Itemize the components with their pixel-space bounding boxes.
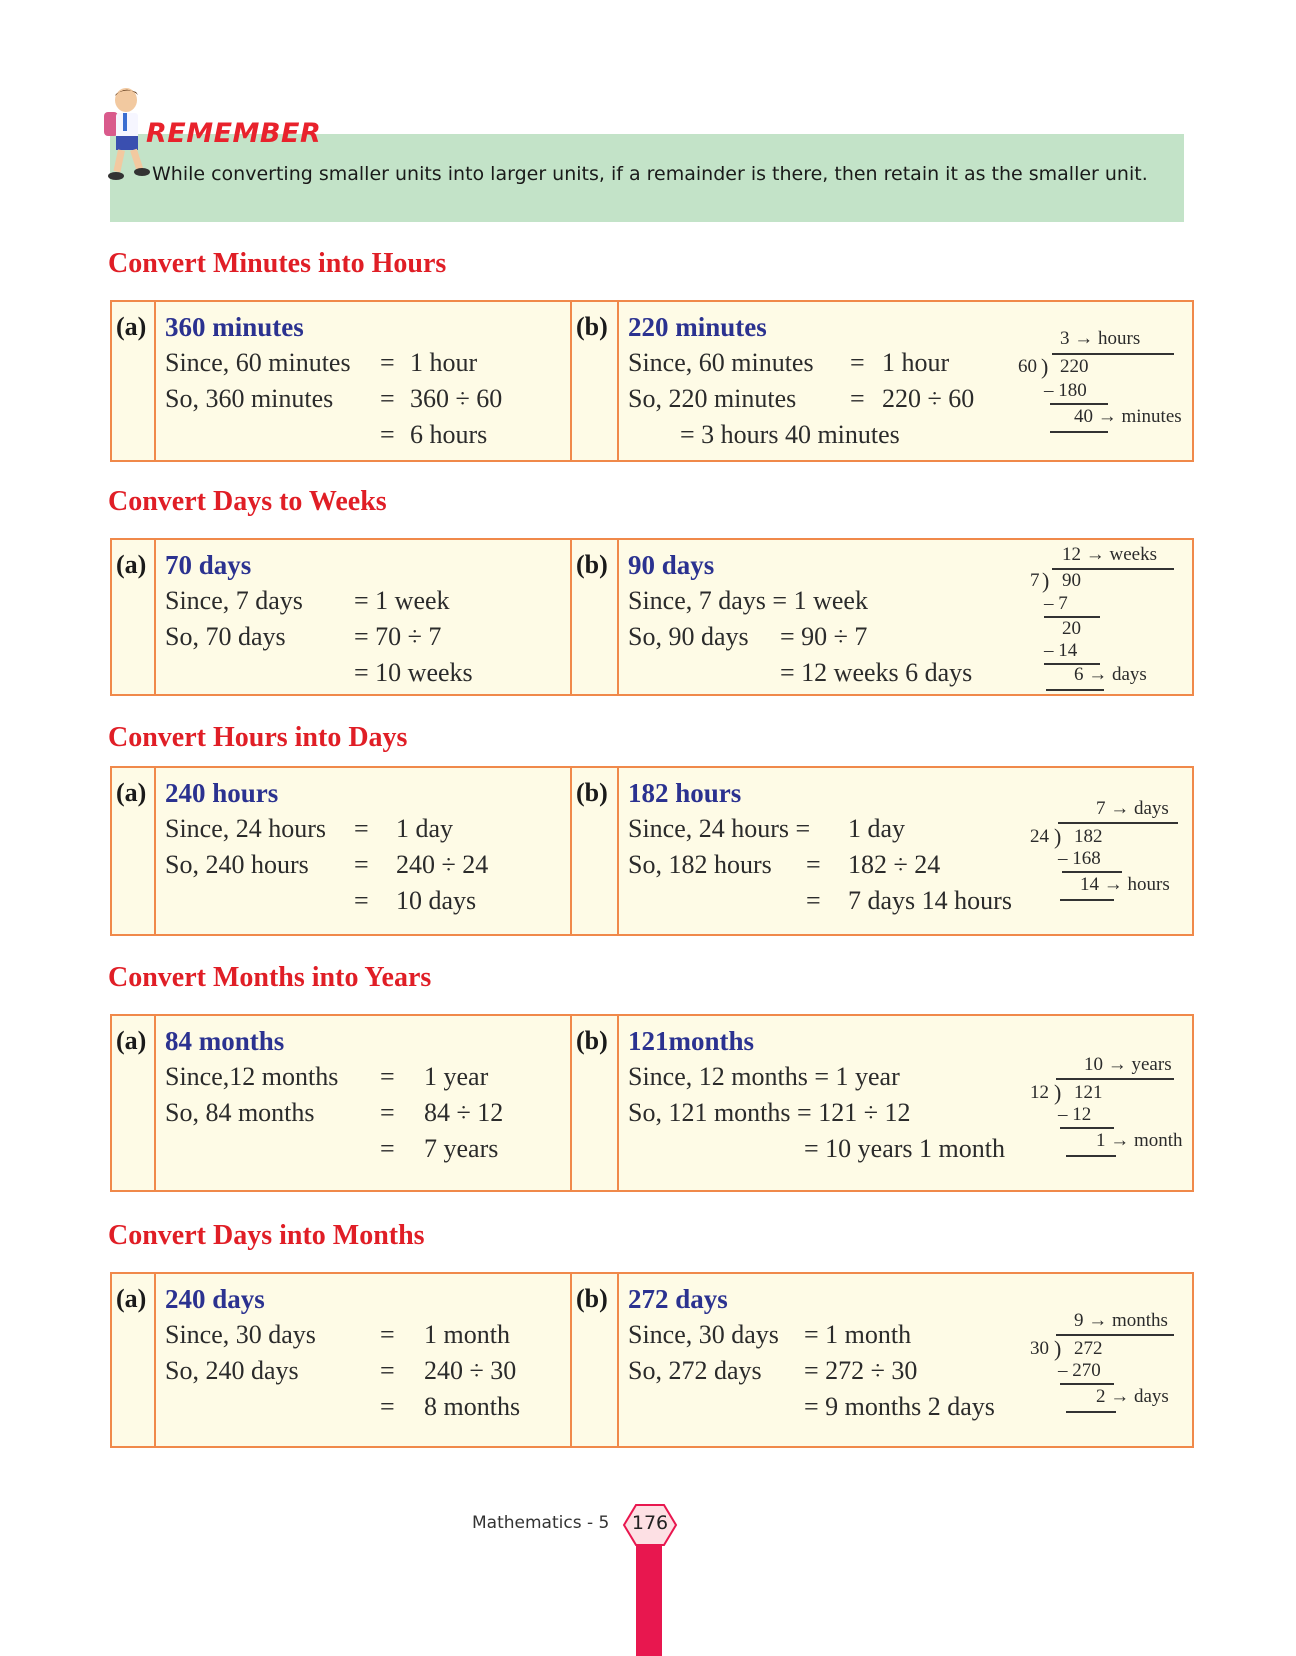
line-text: = 10 years 1 month — [804, 1134, 1005, 1163]
line-text: 182 ÷ 24 — [848, 850, 941, 879]
remainder: 6 → days — [1074, 664, 1147, 685]
equals-sign: = — [850, 348, 865, 377]
section-title: Convert Hours into Days — [108, 722, 408, 753]
example-heading: 70 days — [165, 550, 252, 580]
line-text: So, 90 days — [628, 622, 749, 651]
equals-sign: = — [354, 850, 369, 879]
line-text: = 272 ÷ 30 — [804, 1356, 918, 1385]
line-text: 7 years — [424, 1134, 499, 1163]
example-heading: 240 days — [165, 1284, 265, 1314]
line-text: Since, 7 days = 1 week — [628, 586, 868, 615]
subtrahend: – 14 — [1044, 640, 1078, 661]
line-text: 240 ÷ 30 — [424, 1356, 517, 1385]
example-heading: 240 hours — [165, 778, 279, 808]
equals-sign: = — [380, 1134, 395, 1163]
example-box — [110, 538, 1194, 696]
divider — [617, 302, 619, 460]
equals-sign: = — [806, 886, 821, 915]
divider — [154, 302, 156, 460]
example-box — [110, 766, 1194, 936]
dividend: 182 — [1074, 826, 1103, 847]
line-text: = 3 hours 40 minutes — [680, 420, 900, 449]
part-label: (a) — [116, 1026, 147, 1055]
example-heading: 220 minutes — [628, 312, 767, 342]
line-text: 1 day — [848, 814, 906, 843]
equals-sign: = — [806, 850, 821, 879]
divider — [617, 768, 619, 934]
line-text: So, 220 minutes — [628, 384, 797, 413]
divider — [617, 1016, 619, 1190]
subtrahend: – 270 — [1058, 1360, 1101, 1381]
line-text: = 90 ÷ 7 — [780, 622, 868, 651]
line-text: Since, 60 minutes — [165, 348, 351, 377]
line-text: So, 272 days — [628, 1356, 762, 1385]
divider — [154, 1274, 156, 1446]
division-bracket-icon: ) — [1041, 354, 1049, 379]
division-bracket-icon: ) — [1054, 824, 1062, 849]
line-text: = 12 weeks 6 days — [780, 658, 973, 687]
line-text: So, 84 months — [165, 1098, 315, 1127]
quotient: 9 → months — [1074, 1310, 1168, 1331]
equals-sign: = — [380, 1356, 395, 1385]
footer-subject: Mathematics - 5 — [472, 1513, 610, 1533]
line-text: Since, 30 days — [165, 1320, 316, 1349]
line-text: So, 70 days — [165, 622, 286, 651]
line-text: Since, 30 days — [628, 1320, 779, 1349]
equals-sign: = — [380, 420, 395, 449]
line-text: So, 121 months = 121 ÷ 12 — [628, 1098, 911, 1127]
equals-sign: = — [380, 384, 395, 413]
partial-remainder: 20 — [1062, 618, 1081, 639]
divider — [154, 768, 156, 934]
line-text: = 1 month — [804, 1320, 912, 1349]
divider — [570, 768, 572, 934]
divider — [617, 1274, 619, 1446]
line-text: Since, 24 hours — [165, 814, 327, 843]
divisor: 60 — [1018, 356, 1037, 377]
line-text: = 1 week — [354, 586, 450, 615]
line-text: 1 year — [424, 1062, 489, 1091]
remember-title: REMEMBER — [146, 118, 322, 149]
division-bracket-icon: ) — [1054, 1080, 1062, 1105]
page-ribbon — [636, 1540, 662, 1656]
equals-sign: = — [850, 384, 865, 413]
part-label: (b) — [576, 550, 608, 579]
divisor: 24 — [1030, 826, 1049, 847]
section-title: Convert Minutes into Hours — [108, 248, 447, 279]
example-heading: 272 days — [628, 1284, 728, 1314]
line-text: Since, 24 hours = — [628, 814, 811, 843]
division-bracket-icon: ) — [1042, 568, 1050, 593]
divider — [617, 540, 619, 694]
line-text: So, 182 hours — [628, 850, 772, 879]
line-text: So, 360 minutes — [165, 384, 334, 413]
equals-sign: = — [380, 1392, 395, 1421]
section-title: Convert Days to Weeks — [108, 486, 387, 517]
line-text: 6 hours — [410, 420, 488, 449]
example-heading: 121months — [628, 1026, 755, 1056]
equals-sign: = — [354, 814, 369, 843]
divider — [570, 1016, 572, 1190]
line-text: 1 hour — [410, 348, 478, 377]
divider — [154, 540, 156, 694]
dividend: 90 — [1062, 570, 1081, 591]
section-title: Convert Months into Years — [108, 962, 432, 993]
line-text: 1 month — [424, 1320, 510, 1349]
example-box — [110, 300, 1194, 462]
line-text: 1 hour — [882, 348, 950, 377]
dividend: 121 — [1074, 1082, 1103, 1103]
line-text: Since, 12 months = 1 year — [628, 1062, 900, 1091]
equals-sign: = — [380, 1062, 395, 1091]
line-text: Since, 7 days — [165, 586, 303, 615]
line-text: 10 days — [396, 886, 477, 915]
part-label: (a) — [116, 778, 147, 807]
equals-sign: = — [380, 1320, 395, 1349]
part-label: (a) — [116, 312, 147, 341]
example-heading: 90 days — [628, 550, 715, 580]
subtrahend: – 12 — [1058, 1104, 1092, 1125]
example-heading: 84 months — [165, 1026, 285, 1056]
part-label: (a) — [116, 1284, 147, 1313]
line-text: So, 240 hours — [165, 850, 309, 879]
quotient: 10 → years — [1084, 1054, 1172, 1075]
line-text: = 70 ÷ 7 — [354, 622, 442, 651]
divisor: 7 — [1030, 570, 1040, 591]
dividend: 272 — [1074, 1338, 1103, 1359]
line-text: 84 ÷ 12 — [424, 1098, 504, 1127]
example-heading: 360 minutes — [165, 312, 304, 342]
section-title: Convert Days into Months — [108, 1220, 425, 1251]
remember-text: While converting smaller units into larger units, if a remainder is there, then retain it as the smaller unit. — [152, 163, 1148, 185]
quotient: 3 → hours — [1060, 328, 1141, 349]
line-text: 7 days 14 hours — [848, 886, 1012, 915]
remainder: 14 → hours — [1080, 874, 1170, 895]
dividend: 220 — [1060, 356, 1089, 377]
subtrahend: – 7 — [1044, 593, 1068, 614]
subtrahend: – 180 — [1044, 380, 1087, 401]
divider — [570, 1274, 572, 1446]
part-label: (b) — [576, 778, 608, 807]
line-text: 8 months — [424, 1392, 521, 1421]
example-heading: 182 hours — [628, 778, 742, 808]
line-text: 360 ÷ 60 — [410, 384, 503, 413]
quotient: 7 → days — [1096, 798, 1169, 819]
line-text: 220 ÷ 60 — [882, 384, 975, 413]
line-text: Since, 60 minutes — [628, 348, 814, 377]
part-label: (a) — [116, 550, 147, 579]
divider — [570, 302, 572, 460]
equals-sign: = — [380, 348, 395, 377]
page-number: 176 — [631, 1512, 669, 1534]
line-text: = 9 months 2 days — [804, 1392, 995, 1421]
line-text: So, 240 days — [165, 1356, 299, 1385]
division-bracket-icon: ) — [1054, 1336, 1062, 1361]
divisor: 12 — [1030, 1082, 1049, 1103]
equals-sign: = — [380, 1098, 395, 1127]
line-text: Since,12 months — [165, 1062, 339, 1091]
divider — [154, 1016, 156, 1190]
example-box — [110, 1272, 1194, 1448]
part-label: (b) — [576, 1284, 608, 1313]
line-text: 1 day — [396, 814, 454, 843]
divisor: 30 — [1030, 1338, 1049, 1359]
example-box — [110, 1014, 1194, 1192]
quotient: 12 → weeks — [1062, 544, 1157, 565]
divider — [570, 540, 572, 694]
line-text: = 10 weeks — [354, 658, 473, 687]
part-label: (b) — [576, 1026, 608, 1055]
remainder: 2 → days — [1096, 1386, 1169, 1407]
remainder: 1 → month — [1096, 1130, 1183, 1151]
part-label: (b) — [576, 312, 608, 341]
subtrahend: – 168 — [1058, 848, 1101, 869]
equals-sign: = — [354, 886, 369, 915]
remainder: 40 → minutes — [1074, 406, 1182, 427]
line-text: 240 ÷ 24 — [396, 850, 489, 879]
